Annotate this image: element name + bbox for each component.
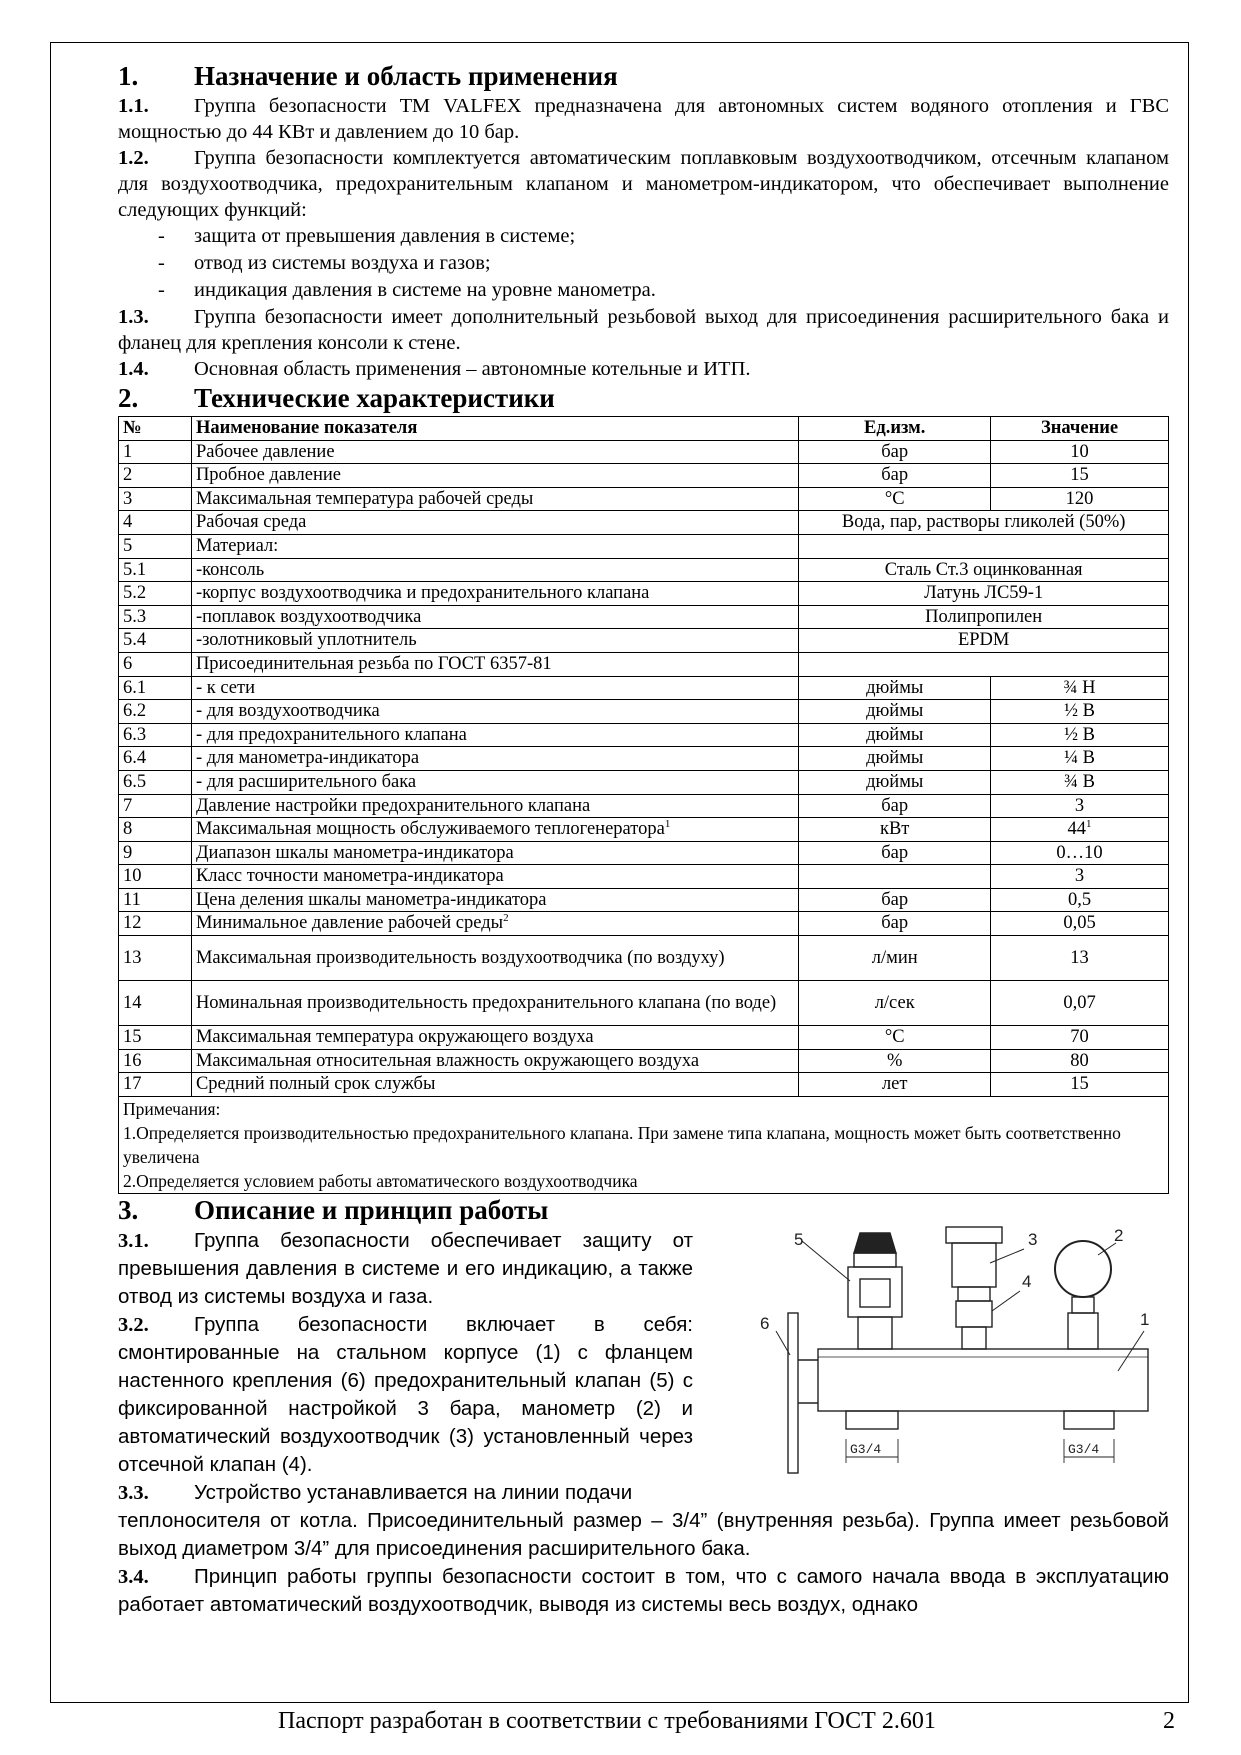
row-number: 6.1: [119, 676, 192, 700]
row-merged-value: Полипропилен: [799, 605, 1169, 629]
row-name: Средний полный срок службы: [191, 1073, 798, 1097]
row-number: 5.4: [119, 629, 192, 653]
safety-group-diagram: [746, 1225, 1176, 1490]
manometer-stem: [1068, 1313, 1098, 1349]
row-name: - для предохранительного клапана: [191, 723, 798, 747]
clause-text: Основная область применения – автономные котельные и ИТП.: [194, 358, 751, 380]
row-unit: бар: [799, 464, 991, 488]
clause-number: 1.1.: [118, 95, 149, 117]
row-number: 8: [119, 818, 192, 842]
section-1-heading: [118, 60, 1169, 93]
row-name-text: Максимальная мощность обслуживаемого теплогенератора: [195, 819, 665, 840]
paragraph-1-4: [118, 356, 1169, 382]
table-row: [119, 912, 1169, 936]
row-unit: %: [799, 1049, 991, 1073]
bullet-item: [118, 223, 1169, 250]
section-number: 2.: [118, 383, 139, 413]
section-number: 3.: [118, 1194, 139, 1225]
bullet-mark: -: [158, 225, 165, 247]
row-number: 7: [119, 794, 192, 818]
callout-1: 1: [1140, 1309, 1150, 1329]
row-number: 14: [119, 981, 192, 1026]
row-value: ½ В: [991, 700, 1169, 724]
paragraph-1-3: [118, 304, 1169, 356]
bullet-text: отвод из системы воздуха и газов;: [194, 252, 491, 274]
row-number: 11: [119, 888, 192, 912]
row-unit: лет: [799, 1073, 991, 1097]
clause-number: 3.3.: [118, 1481, 149, 1504]
clause-text: Группа безопасности включает в себя: смонтированные на стальном корпусе (1) с фланцем настенного крепления (6) предохранительный клапан (5) с фиксированной настройкой 3 бара, манометр (2) и автоматический воздухоотводчик (3) установленный через отсечной клапан (4).: [118, 1312, 693, 1476]
leader-line-1: [1118, 1331, 1144, 1371]
clause-text: Принцип работы группы безопасности состоит в том, что с самого начала ввода в эксплуатацию работает автоматический воздухоотводчик, выводя из системы весь воздух, однако: [118, 1564, 1169, 1616]
row-value: 0,5: [991, 888, 1169, 912]
footnote-mark: 1: [664, 817, 671, 830]
footer-text: Паспорт разработан в соответствии с требованиями ГОСТ 2.601: [278, 1708, 936, 1734]
document-body: [118, 60, 1169, 1619]
table-row: [119, 818, 1169, 842]
row-name: - к сети: [191, 676, 798, 700]
row-name: Максимальная температура рабочей среды: [191, 487, 798, 511]
row-name: -консоль: [191, 558, 798, 582]
bullet-text: индикация давления в системе на уровне манометра.: [194, 279, 656, 301]
callout-5: 5: [794, 1229, 804, 1249]
row-unit: дюймы: [799, 747, 991, 771]
row-name: Диапазон шкалы манометра-индикатора: [191, 841, 798, 865]
row-unit: бар: [799, 888, 991, 912]
safety-valve-body: [848, 1267, 902, 1317]
section-number: 1.: [118, 61, 139, 91]
row-name: Максимальная производительность воздухоотводчика (по воздуху): [191, 936, 798, 981]
thread-label-right: G3/4: [1068, 1441, 1100, 1457]
section-3-left-column: [118, 1227, 693, 1507]
bullet-item: [118, 250, 1169, 277]
table-row: [119, 770, 1169, 794]
row-number: 6: [119, 652, 192, 676]
note-1: 1.Определяется производительностью предохранительного клапана. При замене типа клапана, мощность может быть соответственно увеличена: [123, 1122, 1121, 1167]
spec-table: [118, 416, 1169, 1097]
row-name: Пробное давление: [191, 464, 798, 488]
table-row: [119, 652, 1169, 676]
row-merged-value: [799, 534, 1169, 558]
row-name: Класс точности манометра-индикатора: [191, 865, 798, 889]
paragraph-3-1: [118, 1227, 693, 1311]
row-number: 1: [119, 440, 192, 464]
callout-6: 6: [760, 1313, 770, 1333]
row-unit: °C: [799, 1026, 991, 1050]
clause-text: Группа безопасности комплектуется автоматическим поплавковым воздухоотводчиком, отсечным клапаном для воздухоотводчика, предохранительным клапаном и манометром-индикатором, что обеспечивает выполнение следующих функций:: [118, 147, 1169, 221]
row-number: 9: [119, 841, 192, 865]
table-header-row: [119, 417, 1169, 441]
header-value: Значение: [991, 417, 1169, 441]
bullet-mark: -: [158, 279, 165, 301]
clause-number: 3.2.: [118, 1313, 149, 1336]
table-row: [119, 605, 1169, 629]
row-merged-value: Вода, пар, растворы гликолей (50%): [799, 511, 1169, 535]
table-row: [119, 747, 1169, 771]
row-number: 4: [119, 511, 192, 535]
table-row: [119, 534, 1169, 558]
row-name: - для манометра-индикатора: [191, 747, 798, 771]
table-row: [119, 676, 1169, 700]
row-value: 0…10: [991, 841, 1169, 865]
clause-text: Группа безопасности имеет дополнительный резьбовой выход для присоединения расширительного бака и фланец для крепления консоли к стене.: [118, 306, 1169, 354]
table-row: [119, 981, 1169, 1026]
table-row: [119, 1073, 1169, 1097]
row-unit: л/сек: [799, 981, 991, 1026]
row-name: -золотниковый уплотнитель: [191, 629, 798, 653]
manometer-neck: [1072, 1297, 1094, 1313]
row-name: - для расширительного бака: [191, 770, 798, 794]
row-number: 6.4: [119, 747, 192, 771]
row-value: 70: [991, 1026, 1169, 1050]
row-number: 16: [119, 1049, 192, 1073]
section-3-heading: [118, 1194, 1169, 1227]
section-3-body: [118, 1227, 1169, 1619]
safety-valve-cap: [854, 1233, 896, 1253]
clause-text: Группа безопасности ТМ VALFEX предназначена для автономных систем водяного отопления и ГВС мощностью до 44 КВт и давлением до 10 бар.: [118, 95, 1169, 143]
clause-number: 1.3.: [118, 306, 149, 328]
header-name: Наименование показателя: [191, 417, 798, 441]
row-name: [191, 912, 798, 936]
manometer-dial: [1055, 1241, 1111, 1297]
row-unit: °C: [799, 487, 991, 511]
table-row: [119, 487, 1169, 511]
row-name: Давление настройки предохранительного клапана: [191, 794, 798, 818]
table-row: [119, 794, 1169, 818]
row-unit: бар: [799, 794, 991, 818]
section-title: Описание и принцип работы: [194, 1194, 549, 1225]
row-value: 0,07: [991, 981, 1169, 1026]
table-row: [119, 440, 1169, 464]
bullet-mark: -: [158, 252, 165, 274]
table-row: [119, 865, 1169, 889]
table-row: [119, 511, 1169, 535]
section-title: Технические характеристики: [194, 383, 555, 413]
footnote-mark: 1: [1086, 817, 1092, 830]
paragraph-3-4: [118, 1563, 1169, 1619]
row-number: 3: [119, 487, 192, 511]
header-unit: Ед.изм.: [799, 417, 991, 441]
air-vent-cap: [946, 1227, 1002, 1243]
clause-text: Группа безопасности обеспечивает защиту от превышения давления в системе и его индикацию, а также отвод из системы воздуха и газа.: [118, 1228, 693, 1308]
table-notes: [118, 1097, 1169, 1194]
callout-3: 3: [1028, 1229, 1038, 1249]
row-name: [191, 818, 798, 842]
header-number: №: [119, 417, 192, 441]
row-name: Рабочее давление: [191, 440, 798, 464]
row-number: 10: [119, 865, 192, 889]
table-row: [119, 582, 1169, 606]
row-name-text: Минимальное давление рабочей среды: [195, 913, 504, 934]
row-unit: бар: [799, 841, 991, 865]
leader-line-4: [992, 1291, 1020, 1311]
air-vent-body: [952, 1243, 996, 1287]
paragraph-3-3-start: [118, 1479, 693, 1507]
row-unit: кВт: [799, 818, 991, 842]
row-number: 2: [119, 464, 192, 488]
row-unit: дюймы: [799, 676, 991, 700]
row-value: 15: [991, 464, 1169, 488]
row-number: 5: [119, 534, 192, 558]
safety-valve-collar: [854, 1253, 896, 1267]
leader-line-3: [990, 1249, 1024, 1263]
row-value: ¾ Н: [991, 676, 1169, 700]
row-number: 6.5: [119, 770, 192, 794]
row-unit: дюймы: [799, 700, 991, 724]
bottom-outlet-right: [1064, 1411, 1114, 1429]
row-value: 15: [991, 1073, 1169, 1097]
row-unit: бар: [799, 912, 991, 936]
row-name: Максимальная температура окружающего воздуха: [191, 1026, 798, 1050]
leader-line-5: [802, 1241, 850, 1281]
notes-title: Примечания:: [123, 1098, 221, 1119]
row-value-text: 44: [1067, 819, 1087, 840]
footnote-mark: 2: [503, 912, 509, 925]
table-row: [119, 723, 1169, 747]
row-number: 6.2: [119, 700, 192, 724]
table-row: [119, 888, 1169, 912]
safety-valve-port: [860, 1279, 890, 1307]
table-row: [119, 629, 1169, 653]
row-value: ¾ В: [991, 770, 1169, 794]
clause-number: 1.2.: [118, 147, 149, 169]
row-unit: дюймы: [799, 770, 991, 794]
shutoff-valve: [956, 1301, 992, 1327]
row-merged-value: EPDM: [799, 629, 1169, 653]
row-merged-value: Латунь ЛС59-1: [799, 582, 1169, 606]
row-name: -корпус воздухоотводчика и предохранительного клапана: [191, 582, 798, 606]
safety-valve-stem: [858, 1317, 892, 1349]
row-number: 5.1: [119, 558, 192, 582]
clause-text: Устройство устанавливается на линии подачи: [194, 1480, 633, 1504]
row-value: 0,05: [991, 912, 1169, 936]
row-value: 10: [991, 440, 1169, 464]
row-name: - для воздухоотводчика: [191, 700, 798, 724]
row-number: 5.2: [119, 582, 192, 606]
callout-4: 4: [1022, 1271, 1032, 1291]
table-row: [119, 841, 1169, 865]
table-row: [119, 1026, 1169, 1050]
row-name: Рабочая среда: [191, 511, 798, 535]
bottom-outlet-left: [846, 1411, 898, 1429]
thread-label-left: G3/4: [850, 1441, 882, 1457]
row-unit: [799, 865, 991, 889]
section-title: Назначение и область применения: [194, 61, 618, 91]
air-vent-nut: [958, 1287, 990, 1301]
callout-2: 2: [1114, 1225, 1124, 1245]
table-row: [119, 464, 1169, 488]
row-value: ¼ В: [991, 747, 1169, 771]
clause-number: 3.1.: [118, 1229, 149, 1252]
clause-number: 1.4.: [118, 358, 149, 380]
page-number: 2: [1163, 1708, 1175, 1734]
row-merged-value: Сталь Ст.3 оцинкованная: [799, 558, 1169, 582]
paragraph-3-3-continued: теплоносителя от котла. Присоединительный размер – 3/4” (внутренняя резьба). Группа имеет резьбовой выход диаметром 3/4” для присоединения расширительного бака.: [118, 1508, 1169, 1560]
row-value: 3: [991, 865, 1169, 889]
row-value: 13: [991, 936, 1169, 981]
row-name: Присоединительная резьба по ГОСТ 6357-81: [191, 652, 798, 676]
row-unit: л/мин: [799, 936, 991, 981]
row-unit: бар: [799, 440, 991, 464]
row-number: 6.3: [119, 723, 192, 747]
bullet-item: [118, 277, 1169, 304]
note-2: 2.Определяется условием работы автоматического воздухоотводчика: [123, 1170, 638, 1191]
row-value: 120: [991, 487, 1169, 511]
clause-number: 3.4.: [118, 1565, 149, 1588]
row-name: -поплавок воздухоотводчика: [191, 605, 798, 629]
paragraph-1-2: [118, 145, 1169, 223]
row-name: Цена деления шкалы манометра-индикатора: [191, 888, 798, 912]
row-number: 5.3: [119, 605, 192, 629]
row-value: 3: [991, 794, 1169, 818]
steel-body: [818, 1349, 1148, 1411]
row-unit: дюймы: [799, 723, 991, 747]
bullet-text: защита от превышения давления в системе;: [194, 225, 576, 247]
row-value: [991, 818, 1169, 842]
row-name: Номинальная производительность предохранительного клапана (по воде): [191, 981, 798, 1026]
paragraph-3-2: [118, 1311, 693, 1479]
paragraph-1-1: [118, 93, 1169, 145]
table-row: [119, 936, 1169, 981]
air-vent-stem: [962, 1327, 986, 1349]
row-name: Максимальная относительная влажность окружающего воздуха: [191, 1049, 798, 1073]
row-merged-value: [799, 652, 1169, 676]
row-name: Материал:: [191, 534, 798, 558]
table-row: [119, 1049, 1169, 1073]
row-number: 13: [119, 936, 192, 981]
row-number: 15: [119, 1026, 192, 1050]
row-number: 17: [119, 1073, 192, 1097]
row-value: 80: [991, 1049, 1169, 1073]
table-row: [119, 700, 1169, 724]
section-2-heading: [118, 382, 1169, 415]
wall-flange: [788, 1313, 798, 1473]
row-number: 12: [119, 912, 192, 936]
row-value: ½ В: [991, 723, 1169, 747]
table-row: [119, 558, 1169, 582]
